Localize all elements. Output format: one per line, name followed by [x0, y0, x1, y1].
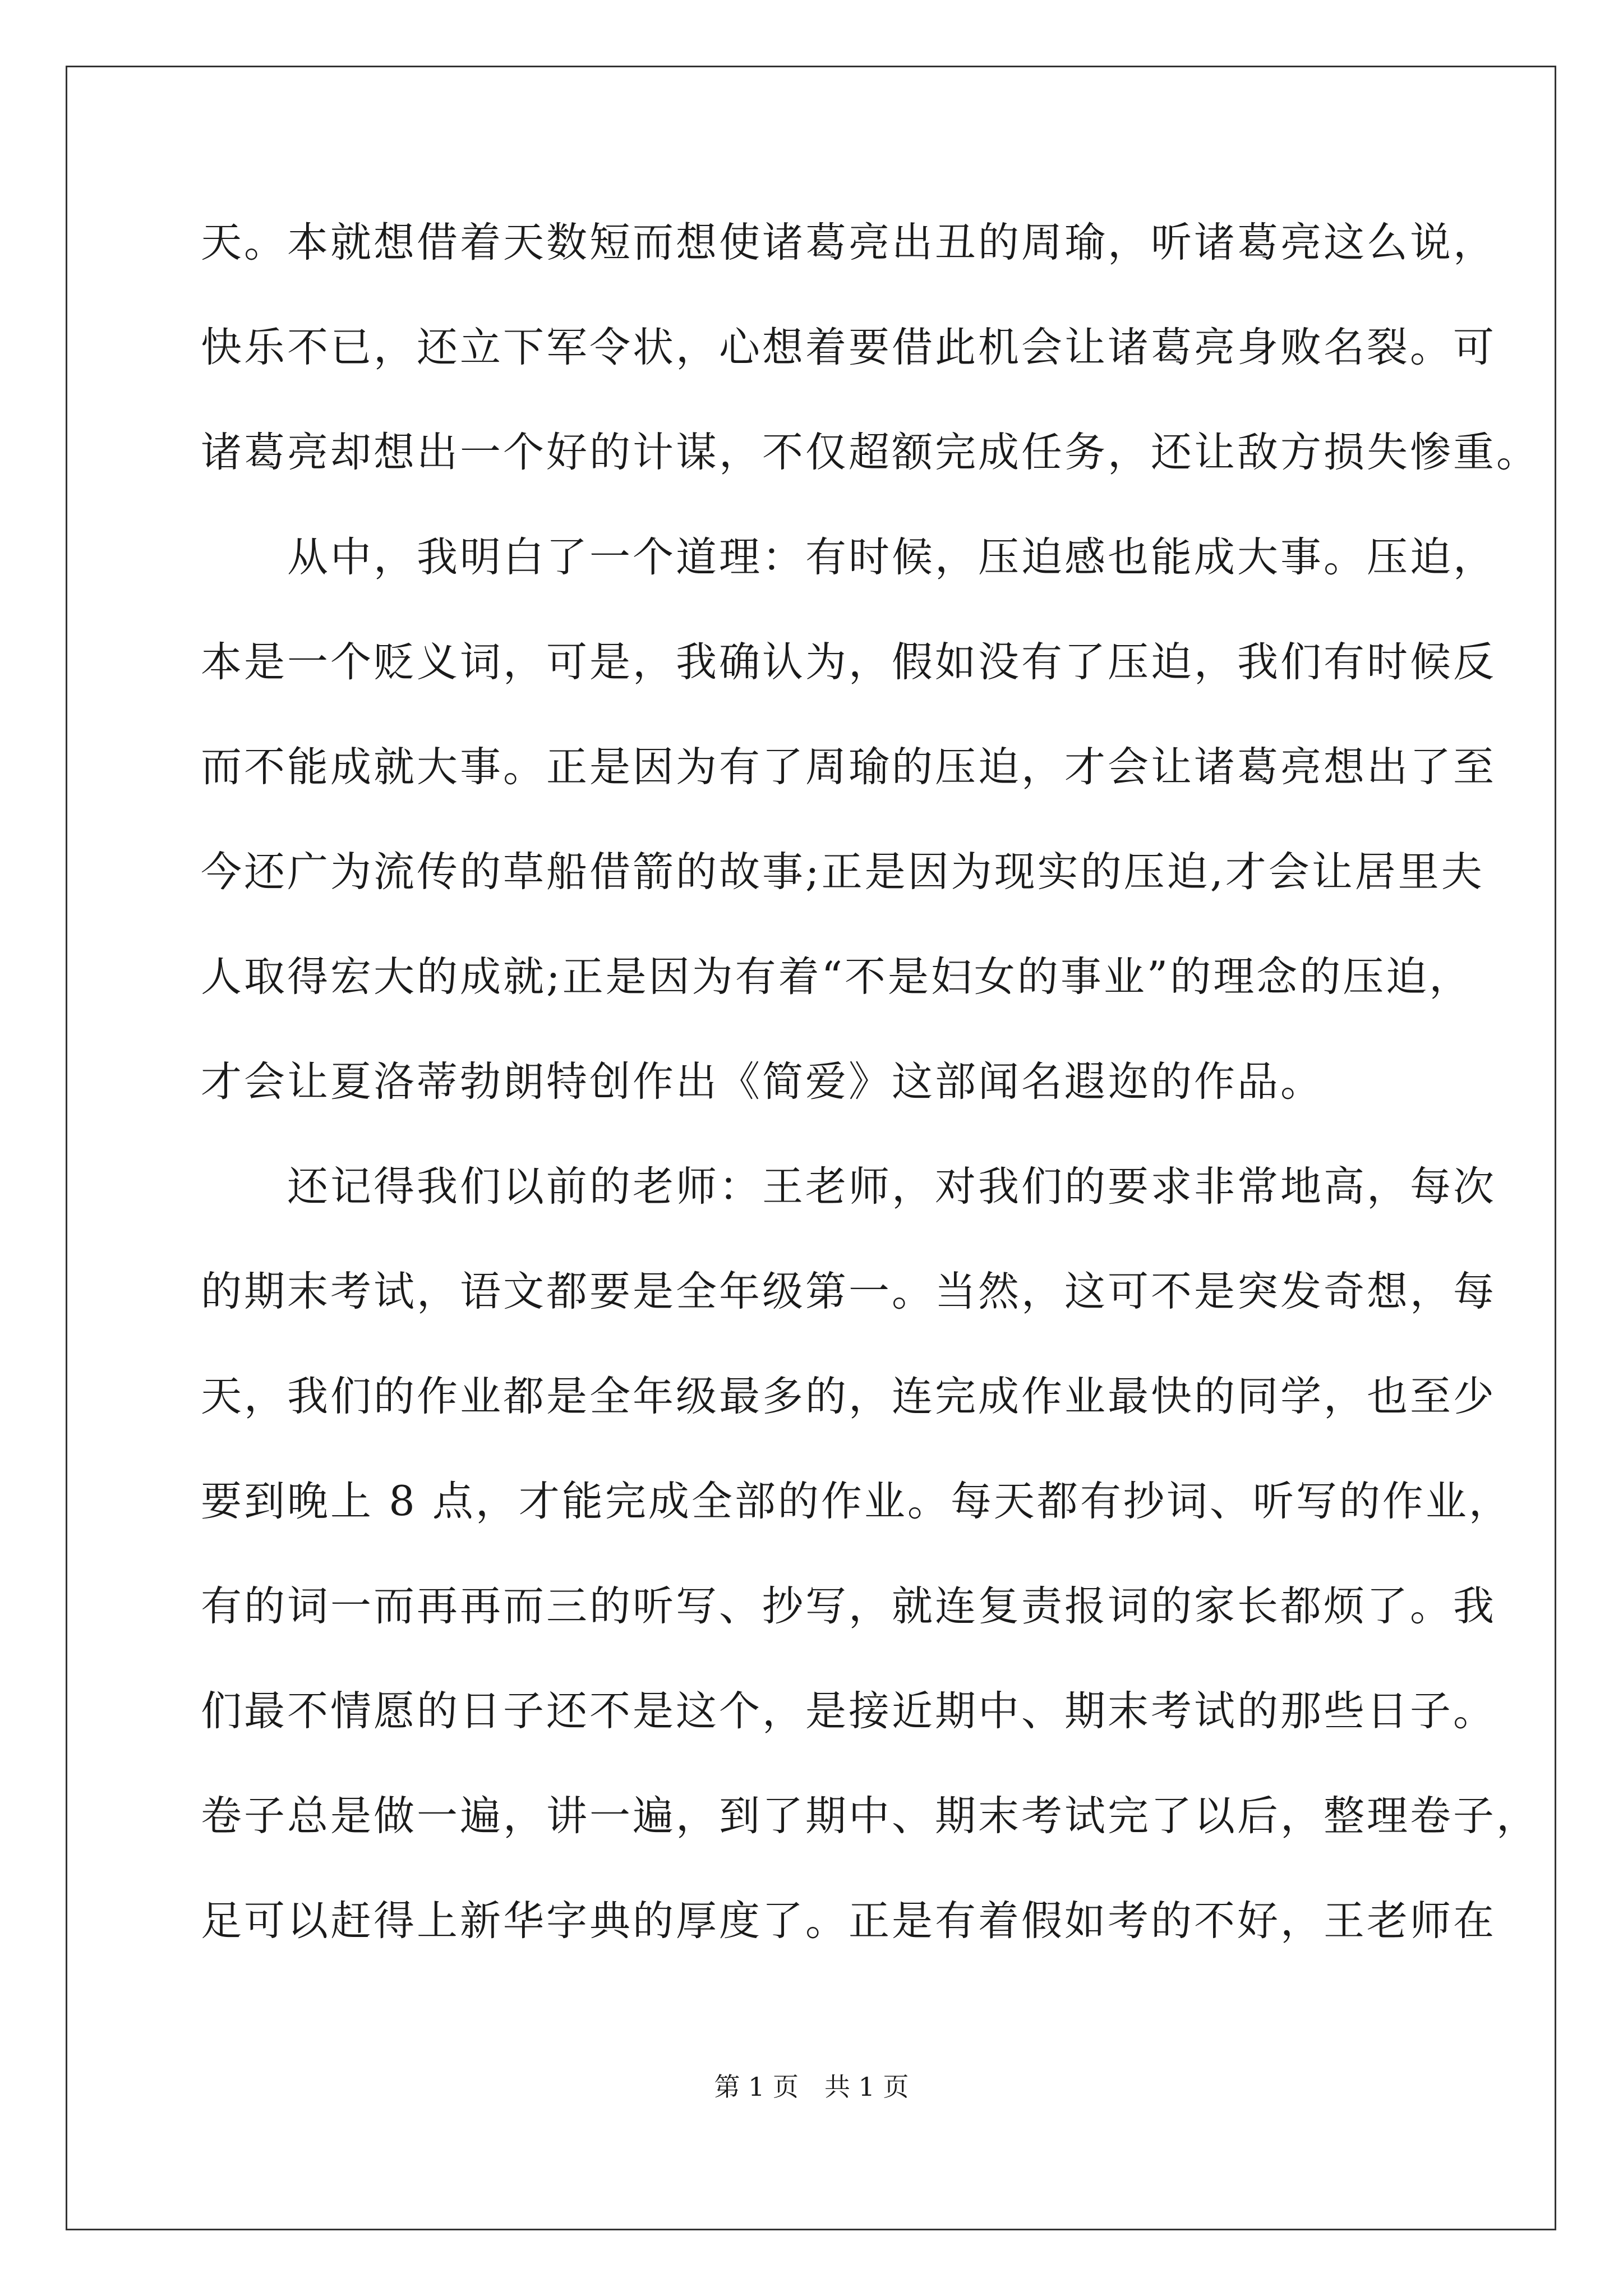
text-line: 从中，我明白了一个道理：有时候，压迫感也能成大事。压迫，: [201, 533, 1496, 581]
text-line: 本是一个贬义词，可是，我确认为，假如没有了压迫，我们有时候反: [201, 638, 1496, 686]
text-line: 诸葛亮却想出一个好的计谋，不仅超额完成任务，还让敌方损失惨重。: [201, 429, 1539, 476]
text-line: 才会让夏洛蒂勃朗特创作出《简爱》这部闻名遐迩的作品。: [201, 1058, 1324, 1106]
text-line: 天，我们的作业都是全年级最多的，连完成作业最快的同学，也至少: [201, 1373, 1496, 1420]
text-line: 要到晚上 8 点，才能完成全部的作业。每天都有抄词、听写的作业，: [201, 1478, 1512, 1525]
text-line: 今还广为流传的草船借箭的故事;正是因为现实的压迫,才会让居里夫: [201, 848, 1484, 896]
text-line: 有的词一而再再而三的听写、抄写，就连复责报词的家长都烦了。我: [201, 1582, 1496, 1630]
page-number-footer: 第 1 页 共 1 页: [714, 2072, 909, 2102]
text-line: 卷子总是做一遍，讲一遍，到了期中、期末考试完了以后，整理卷子，: [201, 1792, 1539, 1840]
text-line: 而不能成就大事。正是因为有了周瑜的压迫，才会让诸葛亮想出了至: [201, 743, 1496, 791]
text-line: 们最不情愿的日子还不是这个，是接近期中、期末考试的那些日子。: [201, 1687, 1496, 1735]
text-line: 足可以赶得上新华字典的厚度了。正是有着假如考的不好，王老师在: [201, 1897, 1496, 1945]
text-line: 人取得宏大的成就;正是因为有着“不是妇女的事业”的理念的压迫，: [201, 953, 1473, 1001]
text-line: 还记得我们以前的老师：王老师，对我们的要求非常地高，每次: [201, 1163, 1496, 1211]
text-line: 天。本就想借着天数短而想使诸葛亮出丑的周瑜，听诸葛亮这么说，: [201, 219, 1496, 266]
document-body: [201, 215, 1539, 1998]
text-line: 的期末考试，语文都要是全年级第一。当然，这可不是突发奇想，每: [201, 1268, 1496, 1315]
text-line: 快乐不已，还立下军令状，心想着要借此机会让诸葛亮身败名裂。可: [201, 324, 1496, 371]
